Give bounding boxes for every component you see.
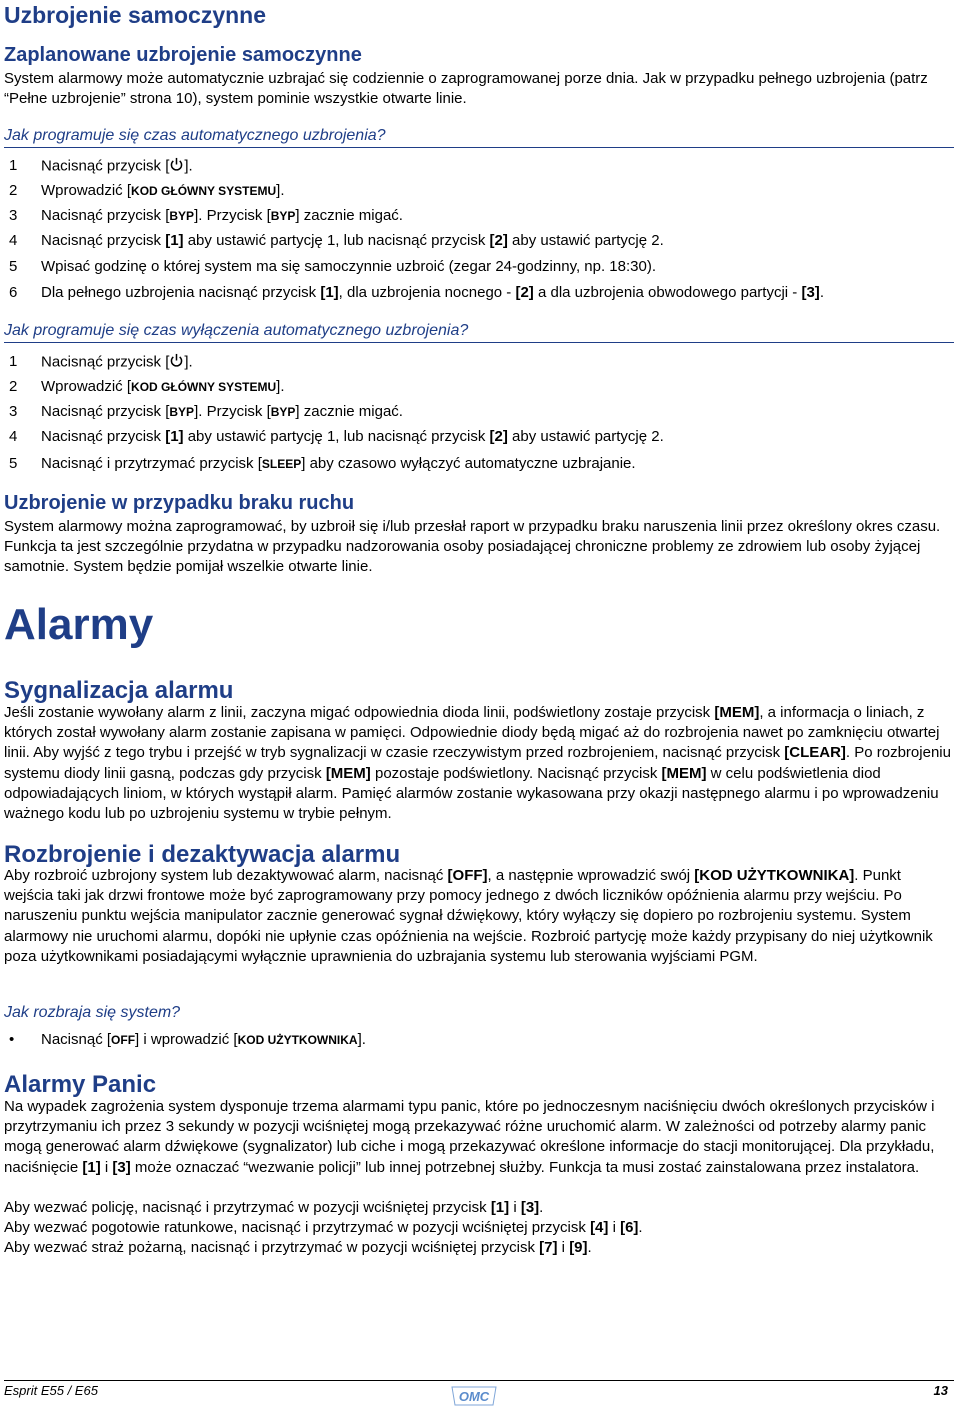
byp-key: BYP (270, 209, 296, 223)
sleep-key: SLEEP (261, 457, 302, 471)
key-3: [3] (520, 1199, 540, 1216)
text: i (100, 1158, 113, 1176)
step-text: Nacisnąć przycisk (41, 232, 166, 249)
text: i (557, 1239, 570, 1256)
step-text: Nacisnąć przycisk [ (41, 353, 170, 371)
key-6: [6] (620, 1219, 639, 1236)
text: . Punkt wejścia taki jak drzwi frontowe może być zaprogramowany przy pomocy jednego z dwóch liczników opóźnienia alarmu przy wejściu. Po naruszeniu punktu wejścia manipulator zacznie generować sygnał dźwiękowy, który wyłączy się dopiero po rozbrojeniu systemu. System alarmowy nie uruchomi alarmu, dopóki nie upłynie czas opóźnienia na wejście. Rozbroić partycję może każdy przypisany do niej użytkownik poza użytkownikami posiadającymi wyłącznie uprawnienia do uzbrajania systemu lub sterowania wyjściami PGM. (4, 867, 933, 965)
key-1: [1] (165, 428, 184, 445)
user-code-key: [KOD UŻYTKOWNIKA] (694, 867, 855, 884)
section-title-disarm: Rozbrojenie i dezaktywacja alarmu (4, 841, 401, 868)
step-text: Wprowadzić [ (41, 378, 132, 395)
byp-key: BYP (169, 405, 195, 419)
key-1: [1] (320, 284, 339, 301)
subsection-title-scheduled: Zaplanowane uzbrojenie samoczynne (4, 44, 362, 66)
step-number: 2 (9, 378, 18, 395)
intro-paragraph: System alarmowy może automatycznie uzbrajać się codziennie o zaprogramowanej porze dnia. Jak w przypadku pełnego uzbrojenia (patrz “Pełne uzbrojenie” strona 10), system pominie wszystkie otwarte linie. (4, 70, 928, 108)
text: w celu podświetlenia diod odpowiadających liniom, w których wystąpił alarm. Pamięć alarmów zostanie wykasowana przy okazji następnego alarmu i po wprowadzeniu ważnego kodu lub po uzbrojeniu systemu w trybie pełnym. (4, 764, 939, 823)
text: Aby wezwać straż pożarną, nacisnąć i przytrzymać w pozycji wciśniętej przycisk (4, 1239, 540, 1256)
step-4 (9, 232, 664, 249)
disarm-paragraph (4, 866, 954, 967)
step-text-end: aby ustawić partycję 2. (507, 232, 664, 249)
byp-key: BYP (270, 405, 296, 419)
section-title-no-movement: Uzbrojenie w przypadku braku ruchu (4, 492, 355, 514)
step-number: 2 (9, 182, 18, 199)
text: ]. (357, 1031, 366, 1048)
section-title-alarm-display: Sygnalizacja alarmu (4, 677, 234, 704)
step-text: Dla pełnego uzbrojenia nacisnąć przycisk (41, 284, 321, 301)
clear-key: [CLEAR] (784, 744, 846, 762)
logo-text: OMC (458, 1389, 490, 1404)
user-code-key: KOD UŻYTKOWNIKA (237, 1033, 358, 1047)
step-2b (9, 378, 285, 395)
text: ] i wprowadzić [ (135, 1031, 238, 1048)
step-text: Wprowadzić [ (41, 182, 132, 199)
step-text: Nacisnąć przycisk (41, 428, 166, 445)
panic-ambulance-line (4, 1218, 954, 1238)
page-footer (4, 1380, 954, 1411)
text: Nacisnąć [ (41, 1031, 112, 1048)
step-5 (9, 258, 656, 275)
key-9: [9] (569, 1239, 588, 1256)
panic-fire-line (4, 1238, 954, 1258)
step-text-mid: aby ustawić partycję 1, lub nacisnąć przycisk (183, 232, 490, 249)
step-text: Nacisnąć przycisk [ (41, 157, 170, 175)
step-number: 3 (9, 207, 18, 224)
master-code-key: KOD GŁÓWNY SYSTEMU (131, 380, 277, 394)
step-text-end: aby ustawić partycję 2. (507, 428, 664, 445)
key-2: [2] (489, 232, 508, 249)
master-code-key: KOD GŁÓWNY SYSTEMU (131, 184, 277, 198)
step-text-end: ] aby czasowo wyłączyć automatyczne uzbrajanie. (301, 455, 636, 472)
step-number: 4 (9, 428, 18, 445)
step-text: Nacisnąć i przytrzymać przycisk [ (41, 455, 262, 472)
step-text-end: ]. (276, 378, 285, 395)
step-text: Nacisnąć przycisk [ (41, 403, 170, 420)
step-text-mid: ]. Przycisk [ (194, 403, 271, 420)
step-number: 5 (9, 455, 18, 472)
section-title-auto-arm: Uzbrojenie samoczynne (4, 2, 267, 28)
panic-paragraph (4, 1097, 954, 1178)
chapter-title-alarms: Alarmy (4, 600, 154, 649)
step-number: 1 (9, 353, 18, 371)
step-2 (9, 182, 285, 199)
key-2: [2] (489, 428, 508, 445)
text: Na wypadek zagrożenia system dysponuje trzema alarmami typu panic, które po jednoczesnym naciśnięciu dwóch określonych przycisków i przytrzymaniu ich przez 3 sekundy w pozycji wciśniętej mogą przekazywać różne uruchomić alarm. W zależności od potrzeby alarmy panic mogą generować alarm dźwiękowe (sygnalizator) lub ciche i mogą przekazywać określone informacje do stacji monitorującej. Dla przykładu, naciśnięcie (4, 1098, 935, 1176)
section-title-panic: Alarmy Panic (4, 1071, 157, 1098)
text: . (638, 1219, 643, 1236)
power-icon (169, 353, 184, 372)
key-3: [3] (112, 1158, 131, 1176)
text: . (587, 1239, 592, 1256)
key-1: [1] (165, 232, 184, 249)
step-6 (9, 284, 824, 301)
bullet-disarm (9, 1031, 366, 1048)
text: Aby rozbroić uzbrojony system lub dezaktywować alarm, nacisnąć (4, 867, 448, 884)
byp-key: BYP (169, 209, 195, 223)
step-text: Nacisnąć przycisk [ (41, 207, 170, 224)
text: i (509, 1199, 521, 1216)
step-text-end: . (819, 284, 824, 301)
step-1b (9, 353, 193, 372)
step-text-end: ] zacznie migać. (295, 207, 403, 224)
text: i (608, 1219, 621, 1236)
step-number: 1 (9, 157, 18, 175)
text: Aby wezwać pogotowie ratunkowe, nacisnąć i przytrzymać w pozycji wciśniętej przycisk (4, 1219, 591, 1236)
step-text-mid: aby ustawić partycję 1, lub nacisnąć przycisk (183, 428, 490, 445)
step-number: 3 (9, 403, 18, 420)
text: pozostaje podświetlony. Nacisnąć przycisk (370, 764, 662, 782)
step-number: 5 (9, 258, 18, 275)
step-1 (9, 157, 193, 176)
power-icon (169, 157, 184, 176)
question-auto-arm: Jak programuje się czas automatycznego uzbrojenia? (4, 127, 954, 148)
step-5b (9, 455, 636, 472)
text: . Po rozbrojeniu systemu diody linii gasną, podczas gdy przycisk (4, 744, 951, 782)
text: , a następnie wprowadzić swój (487, 867, 695, 884)
step-number: 4 (9, 232, 18, 249)
mem-key: [MEM] (325, 764, 371, 782)
text: może oznaczać “wezwanie policji” lub innej potrzebnej służby. Funkcja ta musi zostać zainstalowana przez instalatora. (130, 1158, 920, 1176)
step-text-mid: a dla uzbrojenia obwodowego partycji - (533, 284, 802, 301)
no-movement-paragraph: System alarmowy można zaprogramować, by uzbroił się i/lub przesłał raport w przypadku braku naruszenia linii przez określony okres czasu. Funkcja ta jest szczególnie przydatna w przypadku nadzorowania osoby posiadającej chroniczne problemy ze zdrowiem lub osoby żyjącej samotnie. System będzie pomijał wszelkie otwarte linie. (4, 518, 941, 576)
question-disable-auto-arm: Jak programuje się czas wyłączenia automatycznego uzbrojenia? (4, 322, 954, 343)
step-text-end: ]. (184, 353, 193, 371)
key-4: [4] (590, 1219, 609, 1236)
step-text-mid: , dla uzbrojenia nocnego - (338, 284, 516, 301)
mem-key: [MEM] (661, 764, 707, 782)
step-number: 6 (9, 284, 18, 301)
text: . (539, 1199, 544, 1216)
footer-product: Esprit E55 / E65 (4, 1383, 98, 1398)
step-text-mid: ]. Przycisk [ (194, 207, 271, 224)
key-1: [1] (490, 1199, 510, 1216)
key-2: [2] (515, 284, 534, 301)
key-7: [7] (539, 1239, 558, 1256)
key-3: [3] (801, 284, 820, 301)
text: Jeśli zostanie wywołany alarm z linii, zaczyna migać odpowiednia dioda linii, podświetlony zostaje przycisk (4, 704, 715, 721)
off-key: [OFF] (447, 867, 488, 884)
step-text: Wpisać godzinę o której system ma się samoczynnie uzbroić (zegar 24-godzinny, np. 18:30). (41, 258, 657, 275)
key-1: [1] (82, 1158, 101, 1176)
panic-police-line (4, 1198, 954, 1218)
alarm-display-paragraph (4, 703, 954, 824)
step-text-end: ]. (184, 157, 193, 175)
step-3b (9, 403, 403, 420)
omc-logo (449, 1385, 499, 1407)
step-4b (9, 428, 664, 445)
bullet-icon: • (9, 1031, 15, 1048)
question-disarm: Jak rozbraja się system? (4, 1004, 181, 1021)
step-text-end: ]. (276, 182, 285, 199)
mem-key: [MEM] (714, 704, 760, 721)
page-number: 13 (933, 1383, 948, 1398)
text: , a informacja o liniach, z których został wywołany alarm zostanie zapisana w pamięci. Odpowiednie diody będą migać aż do rozbrojenia nawet po zamknięciu otwartej linii. Aby wyjść z tego trybu i przejść w tryb sygnalizacji w czasie rzeczywistym przed rozbrojeniem, nacisnąć przycisk (4, 704, 940, 762)
step-3 (9, 207, 403, 224)
text: Aby wezwać policję, nacisnąć i przytrzymać w pozycji wciśniętej przycisk (4, 1199, 491, 1216)
off-key: OFF (111, 1033, 136, 1047)
step-text-end: ] zacznie migać. (295, 403, 403, 420)
